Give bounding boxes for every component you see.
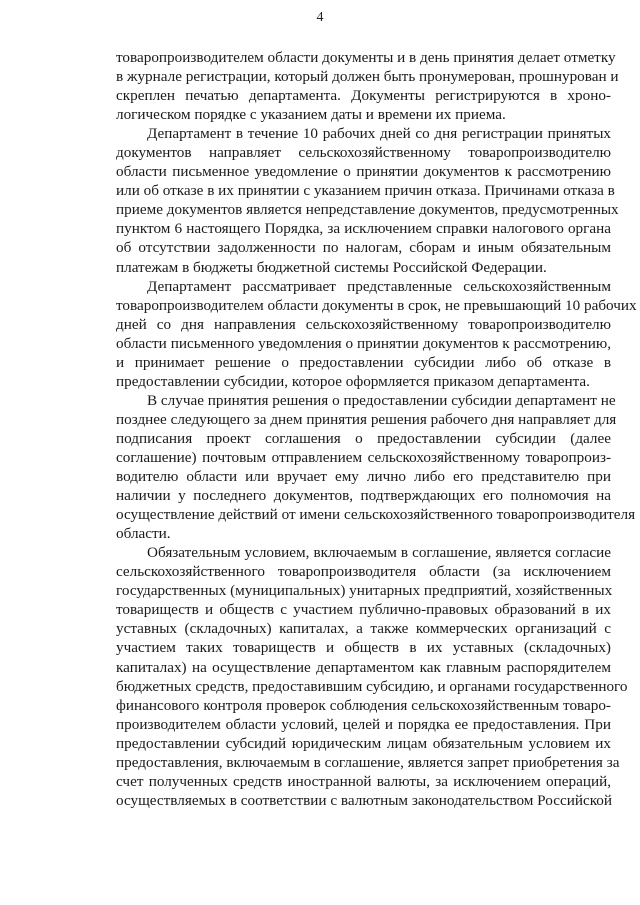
paragraph-2-line-7: об отсутствии задолженности по налогам, сборам и иным обязательным bbox=[116, 239, 611, 257]
paragraph-1-line-4: логическом порядке с указанием даты и времени их приема. bbox=[116, 106, 506, 124]
paragraph-1-line-1: товаропроизводителем области документы и в день принятия делает отметку bbox=[116, 49, 616, 66]
paragraph-5-line-14: осуществляемых в соответствии с валютным законодательством Российской bbox=[116, 791, 613, 809]
paragraph-5-line-9: финансового контроля проверок соблюдения сельскохозяйственным товаро- bbox=[116, 696, 611, 714]
paragraph-3-line-3: дней со дня направления сельскохозяйственному товаропроизводителю bbox=[116, 315, 611, 333]
paragraph-4-line-7: осуществление действий от имени сельскохозяйственного товаропроизводителя bbox=[116, 506, 636, 524]
paragraph-5-line-12: предоставления, включаемым в соглашение, является запрет приобретения за bbox=[116, 753, 620, 771]
paragraph-4-line-2: позднее следующего за днем принятия решения рабочего дня направляет для bbox=[116, 410, 617, 428]
paragraph-3-line-6: предоставлении субсидии, которое оформляется приказом департамента. bbox=[116, 372, 590, 390]
paragraph-2-line-4: или об отказе в их принятии с указанием причин отказа. Причинами отказа в bbox=[116, 182, 615, 200]
paragraph-2-line-2: документов направляет сельскохозяйственному товаропроизводителю bbox=[116, 144, 611, 162]
paragraph-5-line-6: участием таких товариществ и обществ в их уставных (складочных) bbox=[116, 639, 611, 657]
paragraph-4-line-3: подписания проект соглашения о предоставлении субсидии (далее bbox=[116, 429, 611, 447]
paragraph-5-line-4: товариществ и обществ с участием публично-правовых образований в их bbox=[116, 601, 611, 619]
paragraph-5-line-13: счет полученных средств иностранной валюты, за исключением операций, bbox=[116, 772, 611, 790]
paragraph-2-line-5: приеме документов является непредставление документов, предусмотренных bbox=[116, 201, 619, 219]
paragraph-2-line-8: платежам в бюджеты бюджетной системы Российской Федерации. bbox=[116, 258, 547, 276]
paragraph-5-line-1: Обязательным условием, включаемым в соглашение, является согласие bbox=[147, 544, 611, 562]
paragraph-4-line-4: соглашение) почтовым отправлением сельскохозяйственному товаропроиз- bbox=[116, 448, 611, 466]
paragraph-4-line-1: В случае принятия решения о предоставлении субсидии департамент не bbox=[147, 391, 616, 409]
paragraph-5-line-10: производителем области условий, целей и порядка ее предоставления. При bbox=[116, 715, 611, 733]
paragraph-4-line-8: области. bbox=[116, 525, 171, 543]
paragraph-5-line-5: уставных (складочных) капиталах, а также коммерческих организаций с bbox=[116, 620, 611, 638]
paragraph-1-line-3: скреплен печатью департамента. Документы регистрируются в хроно- bbox=[116, 87, 611, 105]
paragraph-1-line-2: в журнале регистрации, который должен быть пронумерован, прошнурован и bbox=[116, 68, 619, 86]
paragraph-3-line-5: и принимает решение о предоставлении субсидии либо об отказе в bbox=[116, 353, 611, 371]
page-number: 4 bbox=[316, 10, 324, 25]
paragraph-5-line-7: капиталах) на осуществление департаментом как главным распорядителем bbox=[116, 658, 611, 676]
paragraph-3-line-4: области письменного уведомления о принятии документов к рассмотрению, bbox=[116, 334, 611, 352]
paragraph-3-line-2: товаропроизводителем области документы в срок, не превышающий 10 рабочих bbox=[116, 296, 637, 314]
document-body bbox=[116, 48, 637, 810]
paragraph-2-line-1: Департамент в течение 10 рабочих дней со дня регистрации принятых bbox=[147, 125, 611, 143]
paragraph-4-line-5: водителю области или вручает ему лично либо его представителю при bbox=[116, 468, 611, 486]
paragraph-5-line-11: предоставлении субсидий юридическим лицам обязательным условием их bbox=[116, 734, 611, 752]
paragraph-5-line-8: бюджетных средств, предоставившим субсидию, и органами государственного bbox=[116, 677, 628, 695]
paragraph-2-line-6: пунктом 6 настоящего Порядка, за исключением справки налогового органа bbox=[116, 220, 611, 238]
paragraph-3-line-1: Департамент рассматривает представленные сельскохозяйственным bbox=[147, 277, 611, 295]
paragraph-5-line-3: государственных (муниципальных) унитарных предприятий, хозяйственных bbox=[116, 582, 613, 600]
paragraph-5-line-2: сельскохозяйственного товаропроизводителя области (за исключением bbox=[116, 563, 611, 581]
paragraph-4-line-6: наличии у последнего документов, подтверждающих его полномочия на bbox=[116, 487, 611, 505]
paragraph-2-line-3: области письменное уведомление о принятии документов к рассмотрению bbox=[116, 163, 611, 181]
